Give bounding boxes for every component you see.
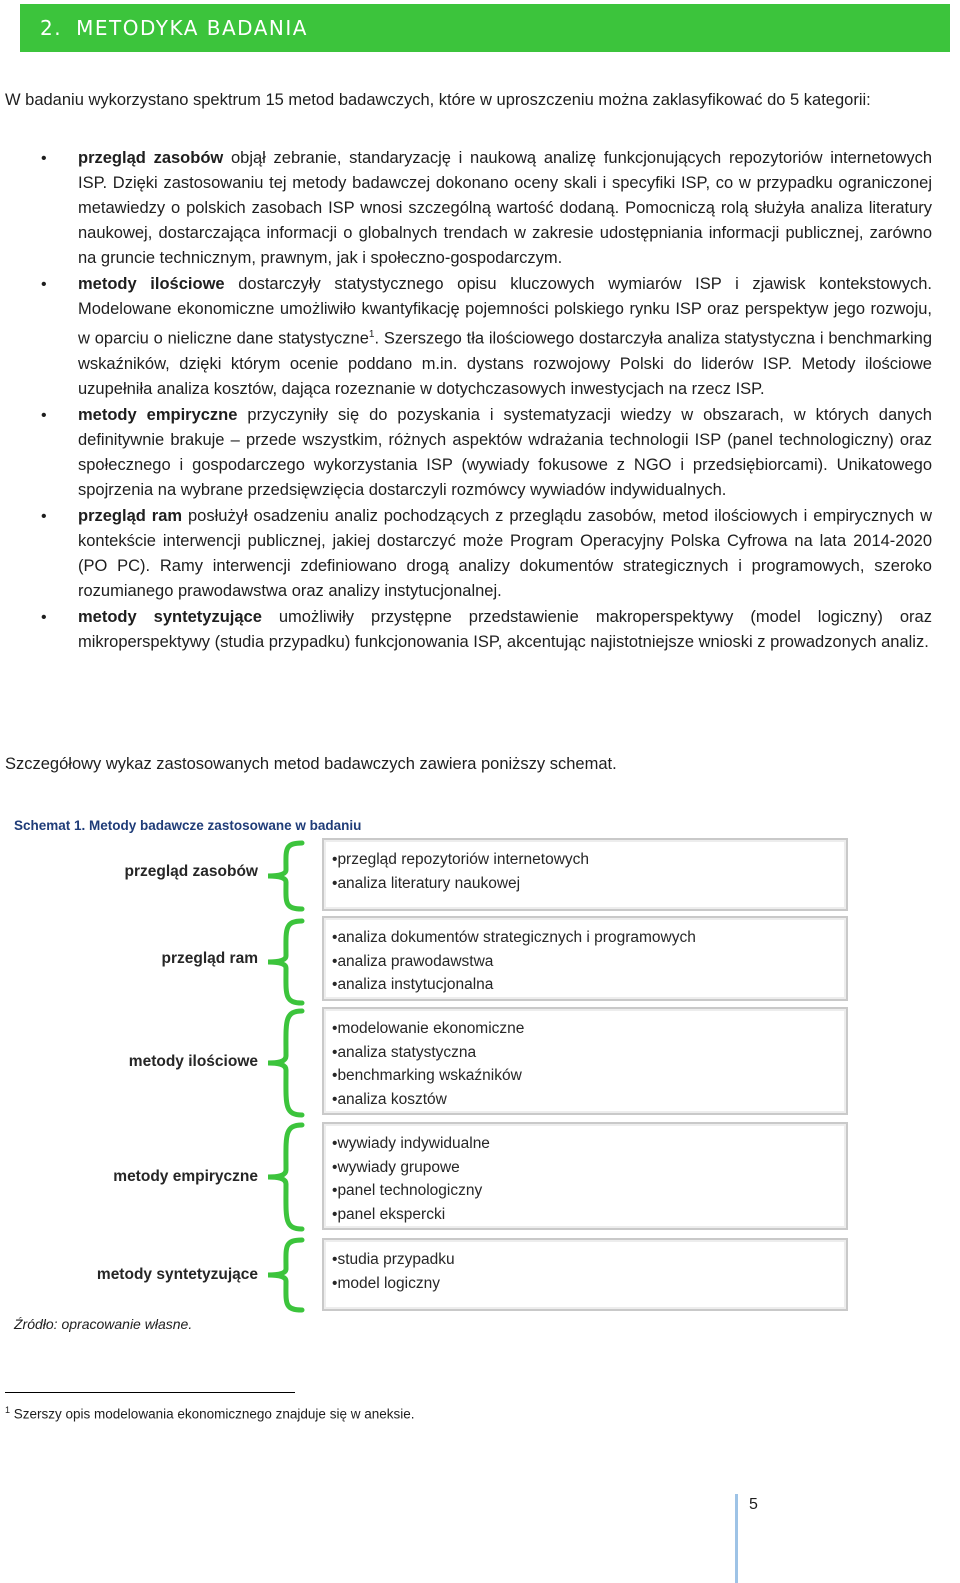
outro-paragraph: Szczegółowy wykaz zastosowanych metod badawczych zawiera poniższy schemat. <box>5 755 617 773</box>
page-number: 5 <box>749 1496 758 1513</box>
schema-methods-box <box>322 1122 848 1230</box>
bullet-icon: • <box>41 507 47 525</box>
schema-category-label: metody ilościowe <box>128 1053 258 1070</box>
method-item: •panel technologiczny <box>332 1182 483 1199</box>
method-item: •modelowanie ekonomiczne <box>332 1020 525 1037</box>
schema-methods-box <box>322 1007 848 1115</box>
method-item: •studia przypadku <box>332 1251 455 1268</box>
bullet-icon: • <box>41 276 47 293</box>
list-item <box>5 272 932 402</box>
brace-icon <box>262 840 306 912</box>
item-text: przyczyniły się do pozyskania i systematyzacji wiedzy w obszarach, w których danych definitywnie brakuje – przede wszystkim, różnych aspektów wdrażania technologii ISP (panel technologiczny) oraz społecznego i gospodarczego wykorzystania ISP (wywiady fokusowe z NGO i przedsiębiorcami). Unikatowego spojrzenia na wybrane przedsięwzięcia dostarczyli rozmówcy wywiadów indywidualnych. <box>78 405 932 499</box>
method-item: •panel ekspercki <box>332 1205 446 1223</box>
schema-category-label: metody syntetyzujące <box>96 1266 258 1283</box>
schema-caption: Schemat 1. Metody badawcze zastosowane w badaniu <box>14 818 362 833</box>
item-text: objął zebranie, standaryzację i naukową analizę funkcjonujących repozytoriów internetowych ISP. Dzięki zastosowaniu tej metody badawczej dokonano oceny skali i specyfiki ISP, co w przypadku ograniczonej metawiedzy o polskich zasobach ISP wnosi szczególną wartość dodaną. Pomocniczą rolą służyła analiza literatury naukowej, dostarczająca informacji o globalnych trendach w zakresie udostępniania informacji publicznej, zarówno na gruncie technicznym, prawnym, jak i społeczno-gospodarczym. <box>78 149 933 267</box>
method-item: •analiza dokumentów strategicznych i programowych <box>332 929 696 946</box>
footnote-text: Szerszy opis modelowania ekonomicznego znajduje się w aneksie. <box>10 1406 415 1422</box>
schema-methods-box <box>322 916 848 1001</box>
category-list <box>5 146 932 656</box>
brace-icon <box>262 1122 306 1232</box>
bullet-icon: • <box>41 608 47 626</box>
schema-category-label: przegląd zasobów <box>124 863 258 880</box>
footnote <box>5 1405 414 1422</box>
source-note: Źródło: opracowanie własne. <box>14 1316 193 1332</box>
list-item <box>5 605 932 655</box>
list-item <box>5 403 932 503</box>
section-number: 2. <box>40 16 63 40</box>
footnote-divider <box>5 1392 295 1393</box>
item-text: umożliwiły przystępne przedstawienie makroperspektywy (model logiczny) oraz mikroperspektywy (studia przypadku) funkcjonowania ISP, akcentując najistotniejsze wnioski z prowadzonych analiz. <box>78 607 932 651</box>
intro-paragraph: W badaniu wykorzystano spektrum 15 metod badawczych, które w uproszczeniu można zaklasyfikować do 5 kategorii: <box>5 91 871 109</box>
schema-category-label: metody empiryczne <box>113 1168 258 1185</box>
bullet-icon: • <box>41 150 47 167</box>
item-text-cont: . Szerszego tła ilościowego dostarczyła analiza statystyczna i benchmarking wskaźników, dzięki którym ocenie poddano m.in. dystans rozwojowy Polski do liderów ISP. Metody ilościowe uzupełniła analiza kosztów, dająca rozeznanie w dotychczasowych inwestycjach na rzecz ISP. <box>78 329 932 398</box>
method-item: •analiza kosztów <box>332 1090 447 1108</box>
method-item: •benchmarking wskaźników <box>332 1067 522 1084</box>
item-term: metody empiryczne <box>78 405 238 424</box>
method-item: •przegląd repozytoriów internetowych <box>332 851 590 868</box>
list-item <box>5 146 932 271</box>
list-item <box>5 504 932 604</box>
item-term: przegląd zasobów <box>78 149 224 167</box>
page-number-rule <box>735 1494 738 1583</box>
schema-category-label: przegląd ram <box>161 950 258 967</box>
item-text: posłużył osadzeniu analiz pochodzących z przeglądu zasobów, metod ilościowych i empirycznych w kontekście interwencji publicznej, jakiej dostarczyć może Program Operacyjny Polska Cyfrowa na lata 2014-2020 (PO PC). Ramy interwencji zdefiniowano drogą analizy dokumentów strategicznych i programowych, szeroko rozumianego prawodawstwa oraz analizy instytucjonalnej. <box>78 506 933 600</box>
item-term: metody syntetyzujące <box>78 607 262 626</box>
item-term: przegląd ram <box>78 506 183 525</box>
item-text: dostarczyły statystycznego opisu kluczowych wymiarów ISP i zjawisk kontekstowych. Modelowane ekonomiczne umożliwiło kwantyfikację pojemności polskiego rynku ISP oraz perspektyw jego rozwoju, w oparciu o nieliczne dane statystyczne <box>78 275 932 348</box>
bullet-icon: • <box>41 406 47 424</box>
schema-methods-box <box>322 838 848 911</box>
section-title: METODYKA BADANIA <box>76 16 308 40</box>
method-item: •model logiczny <box>332 1274 440 1292</box>
brace-icon <box>262 918 306 1006</box>
schema-methods-box <box>322 1238 848 1311</box>
item-term: metody ilościowe <box>78 275 225 293</box>
section-header <box>20 4 950 52</box>
method-item: •analiza statystyczna <box>332 1043 477 1061</box>
brace-icon <box>262 1237 306 1313</box>
footnote-ref[interactable]: 1 <box>368 329 375 340</box>
method-item: •analiza instytucjonalna <box>332 976 494 993</box>
footnote-mark: 1 <box>5 1405 11 1415</box>
brace-icon <box>262 1008 306 1118</box>
method-item: •wywiady grupowe <box>332 1158 460 1176</box>
method-item: •analiza prawodawstwa <box>332 952 494 970</box>
method-item: •wywiady indywidualne <box>332 1135 490 1152</box>
method-item: •analiza literatury naukowej <box>332 874 521 892</box>
